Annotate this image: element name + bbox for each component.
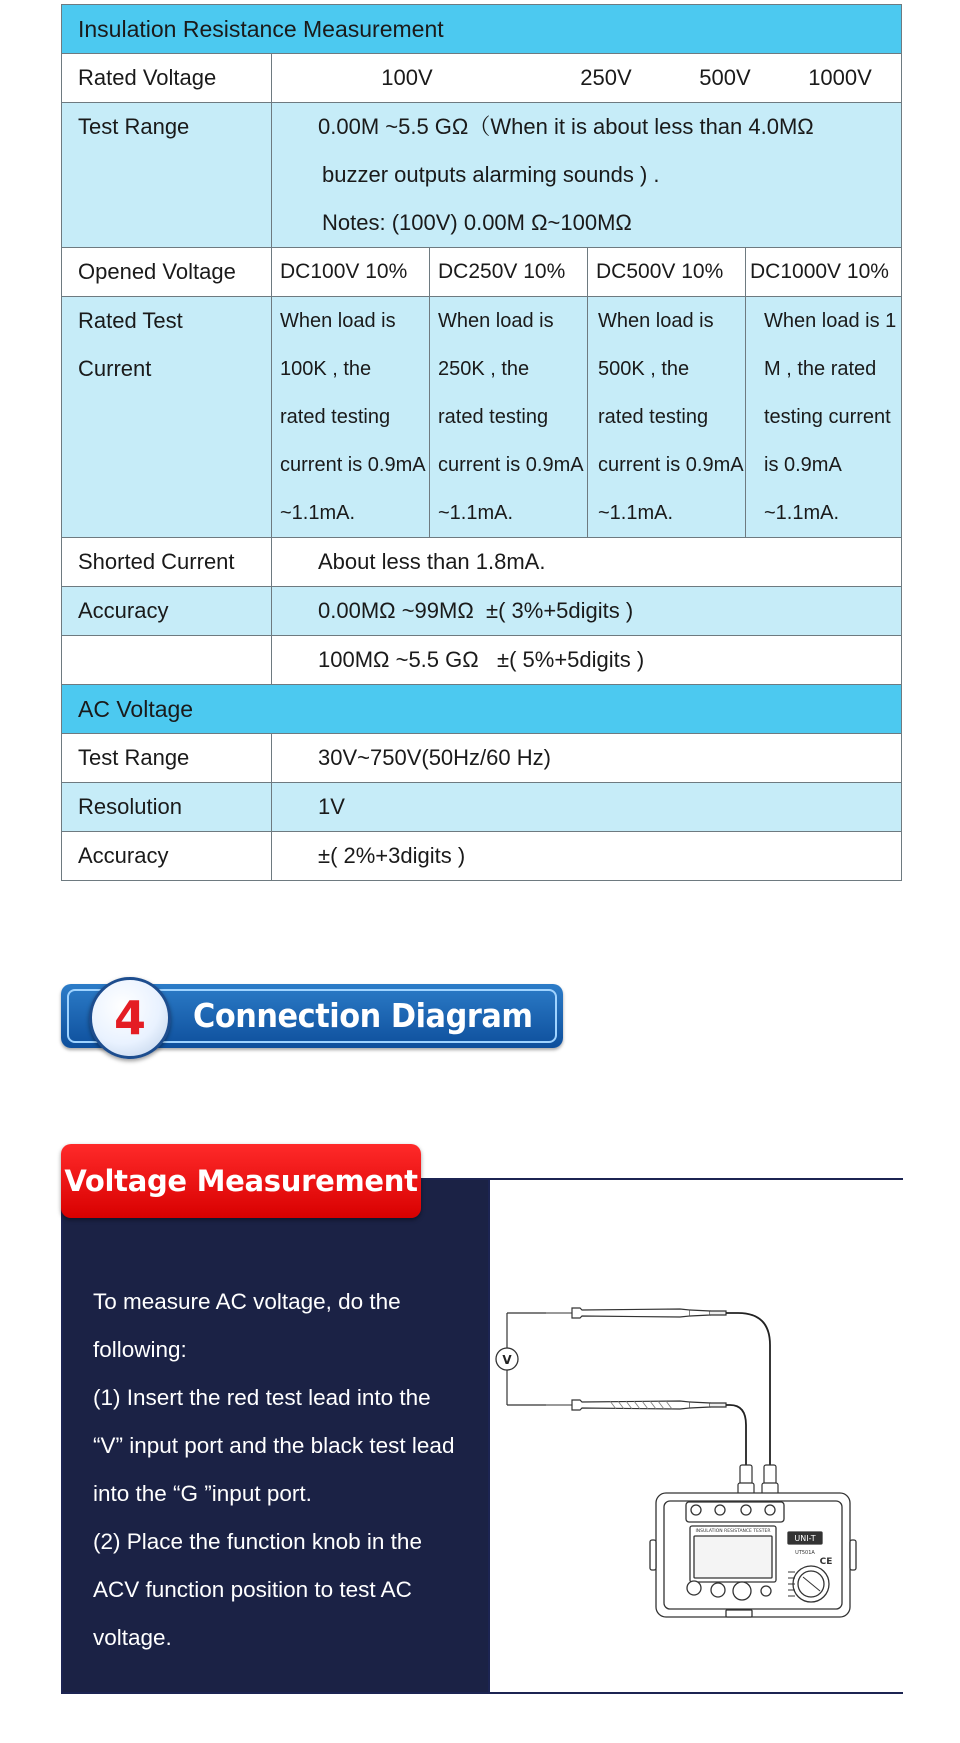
test-range-line: 0.00M ~5.5 GΩ（When it is about less than 4.0MΩ [318,114,814,139]
opened-voltage-1000: DC1000V 10% [746,248,902,297]
spec-table [61,4,902,881]
section-banner [61,982,563,1048]
meter-symbol: V [502,1353,512,1367]
cell-line: current is 0.9mA [280,454,426,476]
ac-test-range-label: Test Range [62,734,272,783]
rated-voltage-1000: 1000V [808,65,872,90]
cell-line: ~1.1mA. [438,502,514,524]
rated-voltage-label: Rated Voltage [62,54,272,103]
shorted-current-label: Shorted Current [62,538,272,587]
device-name-label: INSULATION RESISTANCE TESTER [695,1529,771,1534]
connection-diagram [490,1180,903,1692]
diagram-panel [488,1180,903,1692]
rated-voltage-row [62,54,902,103]
section-number: 4 [89,977,171,1059]
cell-line: testing current [764,406,891,428]
rated-test-current-label [62,297,272,538]
rated-current-cell-500 [588,297,746,538]
opened-voltage-500: DC500V 10% [588,248,746,297]
cell-line: 250K , the [438,358,530,380]
ac-test-range-value: 30V~750V(50Hz/60 Hz) [272,734,902,783]
ac-resolution-value: 1V [272,783,902,832]
voltage-measurement-panel [61,1178,903,1694]
rated-test-current-row [62,297,902,538]
rated-voltage-values [272,54,902,103]
brand-label: UNI-T [794,1534,816,1543]
ce-mark: CE [819,1557,833,1567]
insulation-header-row [62,5,902,54]
instruction-line: (1) Insert the red test lead into the [93,1385,431,1410]
ac-accuracy-label: Accuracy [62,832,272,881]
rated-current-cell-250 [430,297,588,538]
section-title: Connection Diagram [193,996,533,1035]
instruction-line: voltage. [93,1625,172,1650]
ac-voltage-header: AC Voltage [62,685,902,734]
cell-line: 100K , the [280,358,372,380]
test-range-label: Test Range [62,103,272,248]
cell-line: M , the rated [764,358,877,380]
ac-resolution-row [62,783,902,832]
cell-line: When load is [280,310,396,332]
cell-line: When load is [598,310,714,332]
accuracy-value-1: 0.00MΩ ~99MΩ ±( 3%+5digits ) [272,587,902,636]
instructions-text [93,1278,473,1662]
test-range-line: buzzer outputs alarming sounds ) . [322,162,660,187]
ac-voltage-header-row [62,685,902,734]
cell-line: ~1.1mA. [764,502,840,524]
opened-voltage-100: DC100V 10% [272,248,430,297]
accuracy-label: Accuracy [62,587,272,636]
shorted-current-row [62,538,902,587]
instruction-line: (2) Place the function knob in the [93,1529,422,1554]
ac-accuracy-row [62,832,902,881]
ac-resolution-label: Resolution [62,783,272,832]
rated-voltage-250: 250V [580,65,632,90]
instruction-line: into the “G ”input port. [93,1481,312,1506]
cell-line: ~1.1mA. [598,502,674,524]
opened-voltage-row [62,248,902,297]
cell-line: rated testing [438,406,549,428]
instruction-line: ACV function position to test AC [93,1577,412,1602]
cell-line: rated testing [598,406,709,428]
opened-voltage-250: DC250V 10% [430,248,588,297]
rated-test-current-label-line: Rated Test [78,308,183,333]
test-range-row [62,103,902,248]
cell-line: current is 0.9mA [438,454,584,476]
accuracy-value-2: 100MΩ ~5.5 GΩ ±( 5%+5digits ) [272,636,902,685]
voltage-measurement-tab: Voltage Measurement [61,1144,421,1218]
ac-test-range-row [62,734,902,783]
opened-voltage-label: Opened Voltage [62,248,272,297]
cell-line: When load is 1 [764,310,897,332]
cell-line: 500K , the [598,358,690,380]
insulation-header: Insulation Resistance Measurement [62,5,902,54]
cell-line: is 0.9mA [764,454,842,476]
model-label: UT501A [795,1550,815,1556]
rated-test-current-label-line: Current [78,356,152,381]
ac-accuracy-value: ±( 2%+3digits ) [272,832,902,881]
instruction-line: To measure AC voltage, do the [93,1289,401,1314]
instruction-line: “V” input port and the black test lead [93,1433,455,1458]
rated-current-cell-1000 [746,297,902,538]
rated-current-cell-100 [272,297,430,538]
accuracy-row [62,587,902,636]
rated-voltage-100: 100V [381,65,433,90]
cell-line: current is 0.9mA [598,454,744,476]
accuracy-label-empty [62,636,272,685]
shorted-current-value: About less than 1.8mA. [272,538,902,587]
rated-voltage-500: 500V [699,65,751,90]
test-range-value [272,103,902,248]
cell-line: ~1.1mA. [280,502,356,524]
cell-line: When load is [438,310,554,332]
test-range-line: Notes: (100V) 0.00M Ω~100MΩ [322,210,632,235]
cell-line: rated testing [280,406,391,428]
accuracy-row-2 [62,636,902,685]
instructions-panel [63,1180,488,1692]
instruction-line: following: [93,1337,187,1362]
